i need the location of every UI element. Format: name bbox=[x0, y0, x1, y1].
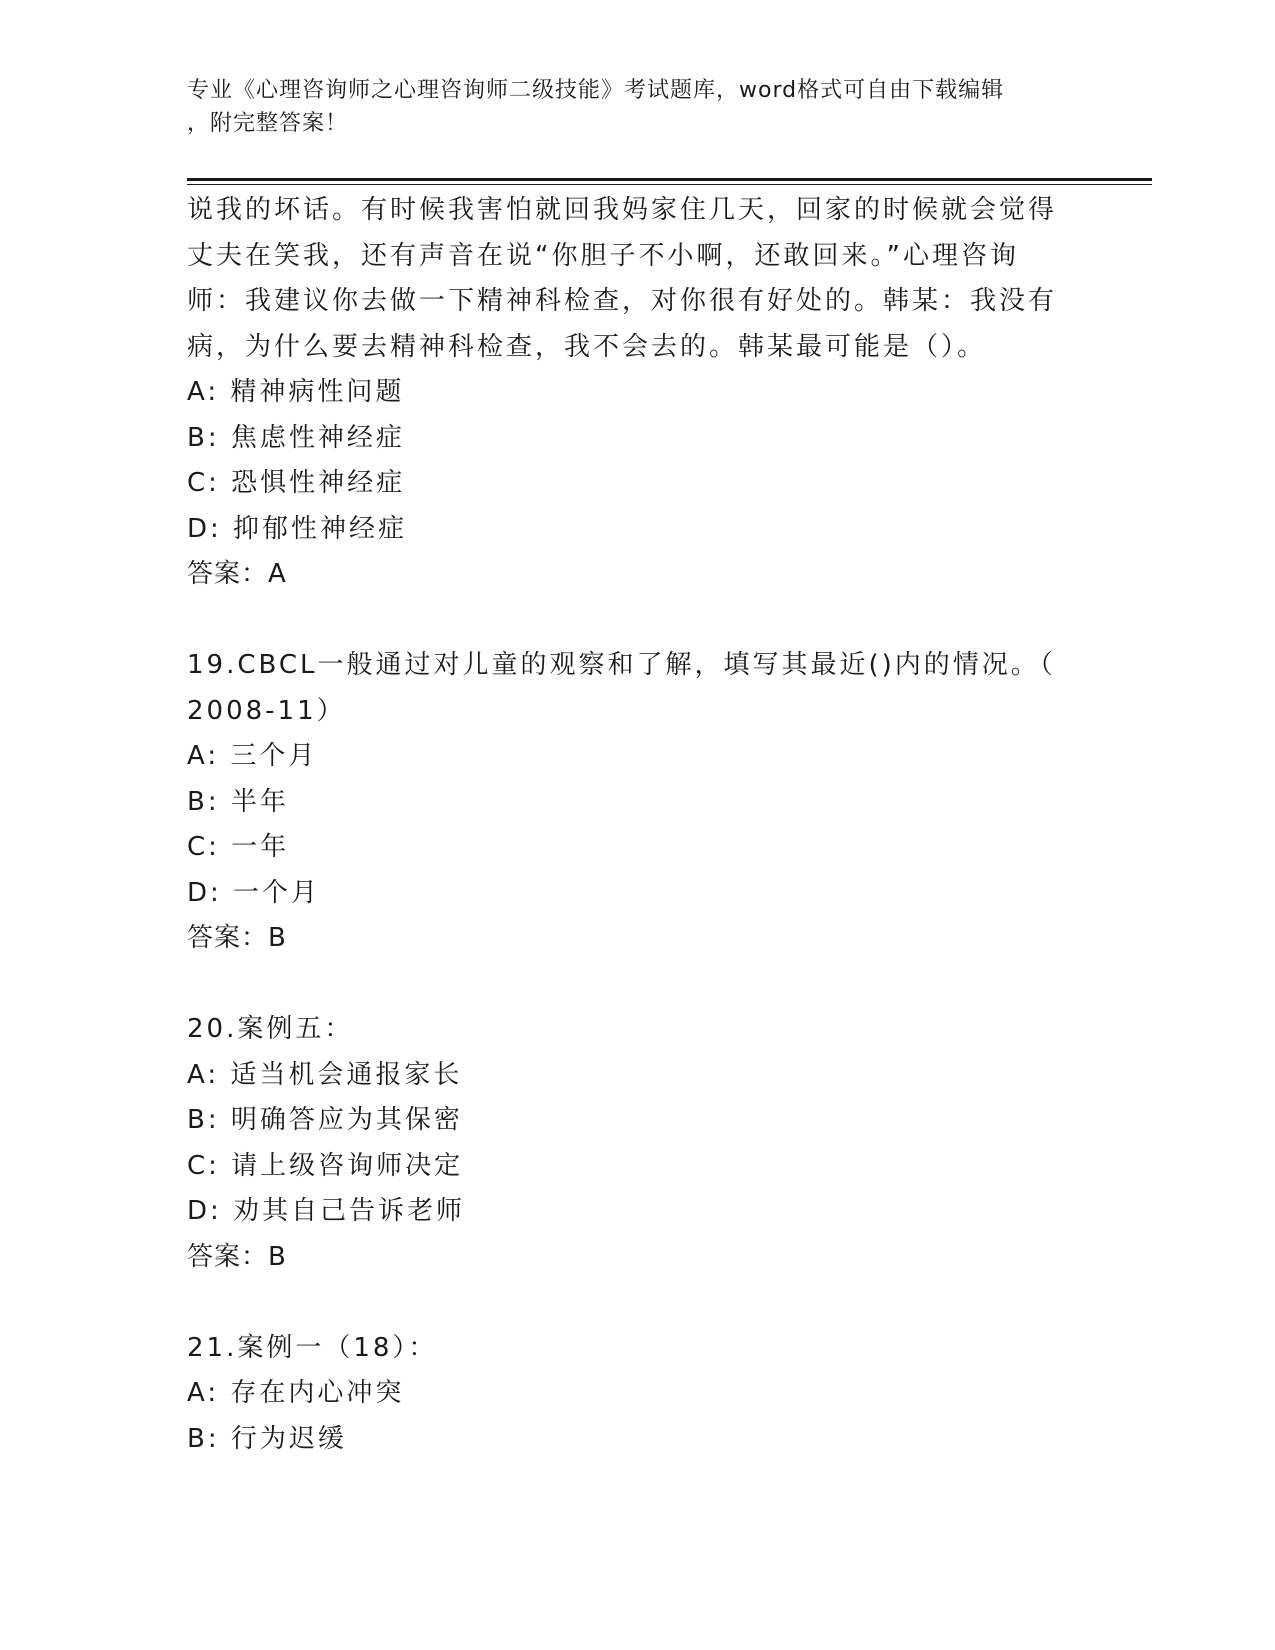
question-stem-line: 丈夫在笑我，还有声音在说“你胆子不小啊，还敢回来。”心理咨询 bbox=[187, 240, 1019, 271]
spacer bbox=[187, 962, 1067, 1008]
header-line-2: ，附完整答案！ bbox=[187, 111, 349, 136]
question-body bbox=[187, 188, 1067, 1462]
option-a: A: 存在内心冲突 bbox=[187, 1378, 405, 1408]
option-a: A: 三个月 bbox=[187, 741, 318, 771]
document-header bbox=[187, 74, 1087, 140]
option-d: D: 一个月 bbox=[187, 877, 321, 908]
question-19 bbox=[187, 643, 1067, 962]
answer-line: 答案：B bbox=[187, 923, 287, 953]
option-a: A: 精神病性问题 bbox=[187, 377, 405, 407]
answer-line: 答案：A bbox=[187, 559, 287, 589]
option-b: B: 半年 bbox=[187, 786, 289, 817]
option-b: B: 焦虑性神经症 bbox=[187, 422, 405, 453]
question-stem-line: 20.案例五： bbox=[187, 1014, 354, 1044]
option-c: C: 一年 bbox=[187, 832, 290, 862]
question-stem-line: 2008-11） bbox=[187, 695, 346, 726]
option-c: C: 请上级咨询师决定 bbox=[187, 1150, 464, 1181]
question-stem-line: 21.案例一（18）： bbox=[187, 1332, 438, 1363]
option-c: C: 恐惧性神经症 bbox=[187, 468, 406, 498]
question-20 bbox=[187, 1007, 1067, 1280]
header-divider-thick bbox=[187, 178, 1152, 181]
option-d: D: 抑郁性神经症 bbox=[187, 513, 408, 544]
option-b: B: 明确答应为其保密 bbox=[187, 1105, 463, 1135]
option-d: D: 劝其自己告诉老师 bbox=[187, 1196, 466, 1226]
header-line-1: 专业《心理咨询师之心理咨询师二级技能》考试题库，word格式可自由下载编辑 bbox=[187, 78, 1005, 103]
answer-line: 答案：B bbox=[187, 1241, 287, 1272]
question-stem-line: 说我的坏话。有时候我害怕就回我妈家住几天，回家的时候就会觉得 bbox=[187, 195, 1058, 225]
question-stem-line: 师：我建议你去做一下精神科检查，对你很有好处的。韩某：我没有 bbox=[187, 286, 1058, 316]
question-stem-line: 病，为什么要去精神科检查，我不会去的。韩某最可能是（）。 bbox=[187, 331, 987, 362]
option-b: B: 行为迟缓 bbox=[187, 1423, 347, 1454]
header-divider-thin bbox=[187, 184, 1152, 185]
spacer bbox=[187, 1280, 1067, 1326]
question-18 bbox=[187, 188, 1067, 598]
spacer bbox=[187, 598, 1067, 644]
question-stem-line: 19.CBCL一般通过对儿童的观察和了解，填写其最近()内的情况。（ bbox=[187, 650, 1056, 680]
option-a: A: 适当机会通报家长 bbox=[187, 1059, 463, 1090]
question-21 bbox=[187, 1326, 1067, 1463]
